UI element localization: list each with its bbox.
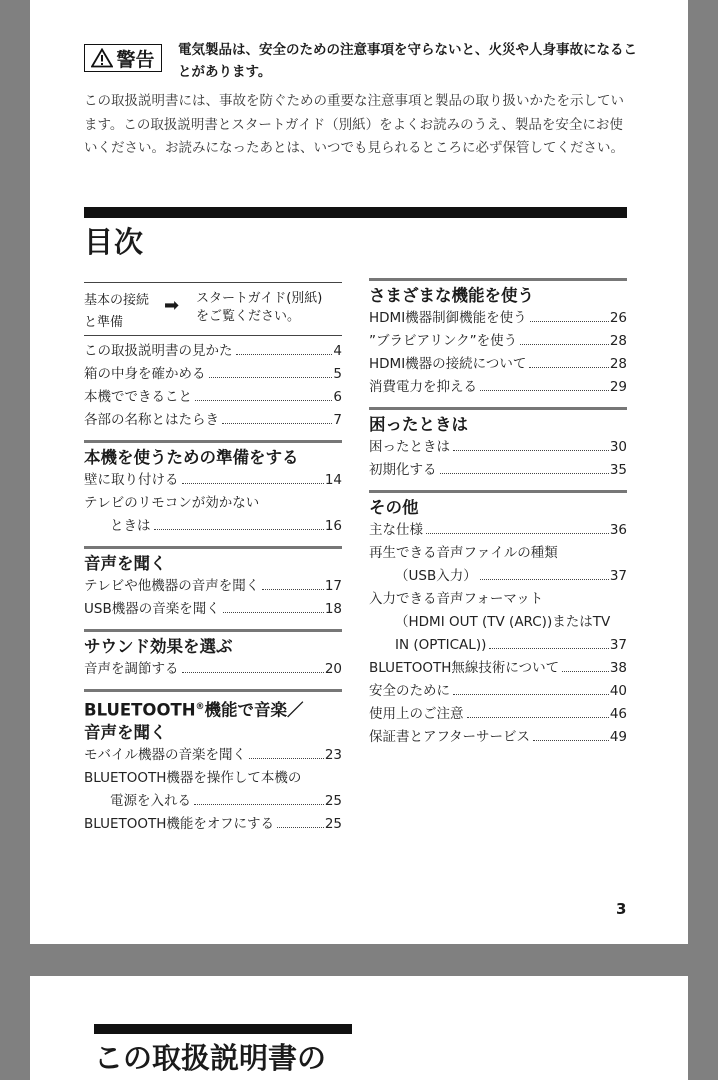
toc-right-column (369, 278, 627, 749)
section-title-listen: 音声を聞く (84, 554, 167, 573)
toc-entry[interactable]: 電源を入れる 25 (110, 792, 342, 809)
toc-entry[interactable]: この取扱説明書の見かた 4 (84, 343, 342, 359)
toc-entry[interactable]: BLUETOOTH機能をオフにする 25 (84, 815, 342, 832)
toc-entry[interactable]: 初期化する 35 (369, 462, 627, 478)
start-box-right: スタートガイド(別紙) をご覧ください。 (196, 291, 323, 324)
toc-entry[interactable]: 安全のために 40 (369, 683, 627, 699)
toc-entry[interactable]: ときは 16 (110, 518, 342, 534)
warning-badge-label: 警告 (116, 48, 155, 71)
page-number: 3 (616, 900, 627, 918)
toc-entry-line[interactable]: 再生できる音声ファイルの種類 (369, 545, 558, 561)
toc-entry[interactable]: USB機器の音楽を聞く 18 (84, 601, 342, 617)
toc-entry[interactable]: 保証書とアフターサービス 49 (369, 729, 627, 745)
warning-headline: 電気製品は、安全のための注意事項を守らないと、火災や人身事故になることがあります。 (178, 42, 637, 80)
toc-entry[interactable]: 消費電力を抑える 29 (369, 379, 627, 395)
toc-entry[interactable]: 各部の名称とはたらき 7 (84, 412, 342, 428)
toc-entry[interactable]: テレビや他機器の音声を聞く 17 (84, 578, 342, 594)
toc-entry[interactable]: BLUETOOTH無線技術について 38 (369, 660, 627, 676)
page-3 (30, 0, 688, 944)
section-rule (369, 407, 627, 410)
toc-left-column (84, 282, 342, 836)
start-box-left: 基本の接続 と準備 (84, 293, 150, 330)
toc-entry-line[interactable]: （HDMI OUT (TV (ARC))またはTV (395, 614, 611, 630)
section-rule (84, 546, 342, 549)
toc-entry-line[interactable]: BLUETOOTH機器を操作して本機の (84, 769, 302, 786)
section-title-various: さまざまな機能を使う (369, 286, 534, 305)
toc-entry[interactable]: 音声を調節する 20 (84, 661, 342, 677)
toc-entry[interactable]: 主な仕様 36 (369, 522, 627, 538)
toc-title: 目次 (84, 225, 145, 259)
toc-entry[interactable]: 箱の中身を確かめる 5 (84, 366, 342, 382)
warning-triangle-icon (91, 48, 113, 68)
toc-entry[interactable]: 本機でできること 6 (84, 389, 342, 405)
page-4-partial (30, 976, 688, 1080)
section-rule (84, 689, 342, 692)
toc-entry-line[interactable]: 入力できる音声フォーマット (369, 591, 544, 607)
next-title-bar (94, 1024, 352, 1034)
arrow-right-icon: ➡ (164, 295, 180, 316)
section-rule (84, 440, 342, 443)
section-title-sound: サウンド効果を選ぶ (84, 637, 233, 656)
toc-entry[interactable]: ”ブラビアリンク”を使う 28 (369, 333, 627, 349)
toc-entry[interactable]: 使用上のご注意 46 (369, 706, 627, 722)
toc-entry[interactable]: 壁に取り付ける 14 (84, 472, 342, 488)
section-title-other: その他 (369, 498, 419, 517)
toc-entry[interactable]: HDMI機器制御機能を使う 26 (369, 310, 627, 326)
warning-body: この取扱説明書には、事故を防ぐための重要な注意事項と製品の取り扱いかたを示しています。この取扱説明書とスタートガイド（別紙）をよくお読みのうえ、製品を安全にお使いください。お読みになったあとは、いつでも見られるところに必ず保管してください。 (84, 93, 624, 156)
toc-entry[interactable]: （USB入力） 37 (395, 568, 627, 584)
next-page-title: この取扱説明書の (94, 1041, 327, 1075)
warning-badge (84, 44, 162, 72)
toc-entry[interactable]: モバイル機器の音楽を聞く 23 (84, 746, 342, 763)
start-guide-box (84, 282, 342, 335)
section-title-trouble: 困ったときは (369, 415, 468, 434)
toc-entry[interactable]: 困ったときは 30 (369, 439, 627, 455)
toc-title-bar (84, 207, 627, 218)
section-title-bluetooth: BLUETOOTH®機能で音楽／ 音声を聞く (84, 700, 304, 742)
toc-entry[interactable]: HDMI機器の接続について 28 (369, 356, 627, 372)
section-rule (84, 629, 342, 632)
section-title-prepare: 本機を使うための準備をする (84, 448, 299, 467)
toc-entry[interactable]: IN (OPTICAL)) 37 (395, 637, 627, 653)
section-rule (369, 490, 627, 493)
toc-entry-line[interactable]: テレビのリモコンが効かない (84, 495, 260, 511)
section-rule (369, 278, 627, 281)
